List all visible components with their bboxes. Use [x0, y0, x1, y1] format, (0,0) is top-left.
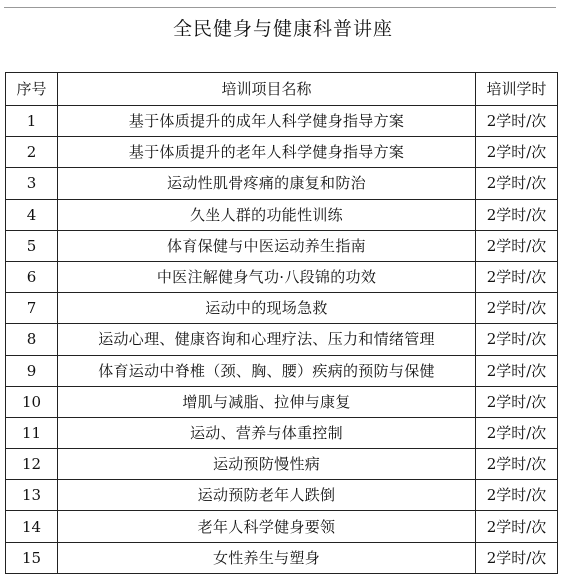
cell-no: 8	[6, 324, 58, 355]
table-row	[6, 261, 558, 292]
header-no: 序号	[6, 73, 58, 106]
cell-hours: 2学时/次	[476, 355, 558, 386]
cell-name: 基于体质提升的成年人科学健身指导方案	[58, 106, 476, 137]
cell-hours: 2学时/次	[476, 324, 558, 355]
table-row	[6, 511, 558, 542]
cell-hours: 2学时/次	[476, 199, 558, 230]
cell-no: 11	[6, 417, 58, 448]
table-row	[6, 386, 558, 417]
cell-name: 增肌与减脂、拉伸与康复	[58, 386, 476, 417]
cell-name: 运动预防老年人跌倒	[58, 480, 476, 511]
table-row	[6, 199, 558, 230]
cell-hours: 2学时/次	[476, 137, 558, 168]
cell-hours: 2学时/次	[476, 261, 558, 292]
cell-no: 9	[6, 355, 58, 386]
cell-no: 6	[6, 261, 58, 292]
table-row	[6, 417, 558, 448]
cell-name: 基于体质提升的老年人科学健身指导方案	[58, 137, 476, 168]
cell-no: 10	[6, 386, 58, 417]
cell-name: 老年人科学健身要领	[58, 511, 476, 542]
cell-hours: 2学时/次	[476, 417, 558, 448]
cell-no: 7	[6, 293, 58, 324]
table-row	[6, 137, 558, 168]
cell-no: 3	[6, 168, 58, 199]
table-row	[6, 324, 558, 355]
cell-no: 12	[6, 449, 58, 480]
training-table	[5, 72, 558, 574]
cell-name: 体育运动中脊椎（颈、胸、腰）疾病的预防与保健	[58, 355, 476, 386]
table-row	[6, 449, 558, 480]
header-name: 培训项目名称	[58, 73, 476, 106]
cell-hours: 2学时/次	[476, 106, 558, 137]
cell-name: 体育保健与中医运动养生指南	[58, 230, 476, 261]
header-hours: 培训学时	[476, 73, 558, 106]
cell-hours: 2学时/次	[476, 168, 558, 199]
document-title: 全民健身与健康科普讲座	[172, 18, 393, 40]
cell-no: 14	[6, 511, 58, 542]
cell-no: 15	[6, 542, 58, 573]
table-row	[6, 355, 558, 386]
cell-hours: 2学时/次	[476, 293, 558, 324]
cell-no: 13	[6, 480, 58, 511]
cell-hours: 2学时/次	[476, 542, 558, 573]
cell-name: 运动性肌骨疼痛的康复和防治	[58, 168, 476, 199]
table-row	[6, 293, 558, 324]
cell-name: 运动预防慢性病	[58, 449, 476, 480]
cell-no: 2	[6, 137, 58, 168]
cell-no: 5	[6, 230, 58, 261]
cell-name: 运动心理、健康咨询和心理疗法、压力和情绪管理	[58, 324, 476, 355]
cell-hours: 2学时/次	[476, 511, 558, 542]
cell-no: 4	[6, 199, 58, 230]
top-divider	[4, 7, 556, 8]
cell-name: 运动、营养与体重控制	[58, 417, 476, 448]
cell-hours: 2学时/次	[476, 386, 558, 417]
cell-hours: 2学时/次	[476, 449, 558, 480]
cell-name: 中医注解健身气功·八段锦的功效	[58, 261, 476, 292]
table-body	[6, 106, 558, 574]
table-row	[6, 542, 558, 573]
table-header-row	[6, 73, 558, 106]
cell-hours: 2学时/次	[476, 230, 558, 261]
table-row	[6, 230, 558, 261]
cell-no: 1	[6, 106, 58, 137]
cell-name: 久坐人群的功能性训练	[58, 199, 476, 230]
cell-hours: 2学时/次	[476, 480, 558, 511]
table-row	[6, 480, 558, 511]
cell-name: 女性养生与塑身	[58, 542, 476, 573]
table-row	[6, 168, 558, 199]
table-row	[6, 106, 558, 137]
cell-name: 运动中的现场急救	[58, 293, 476, 324]
